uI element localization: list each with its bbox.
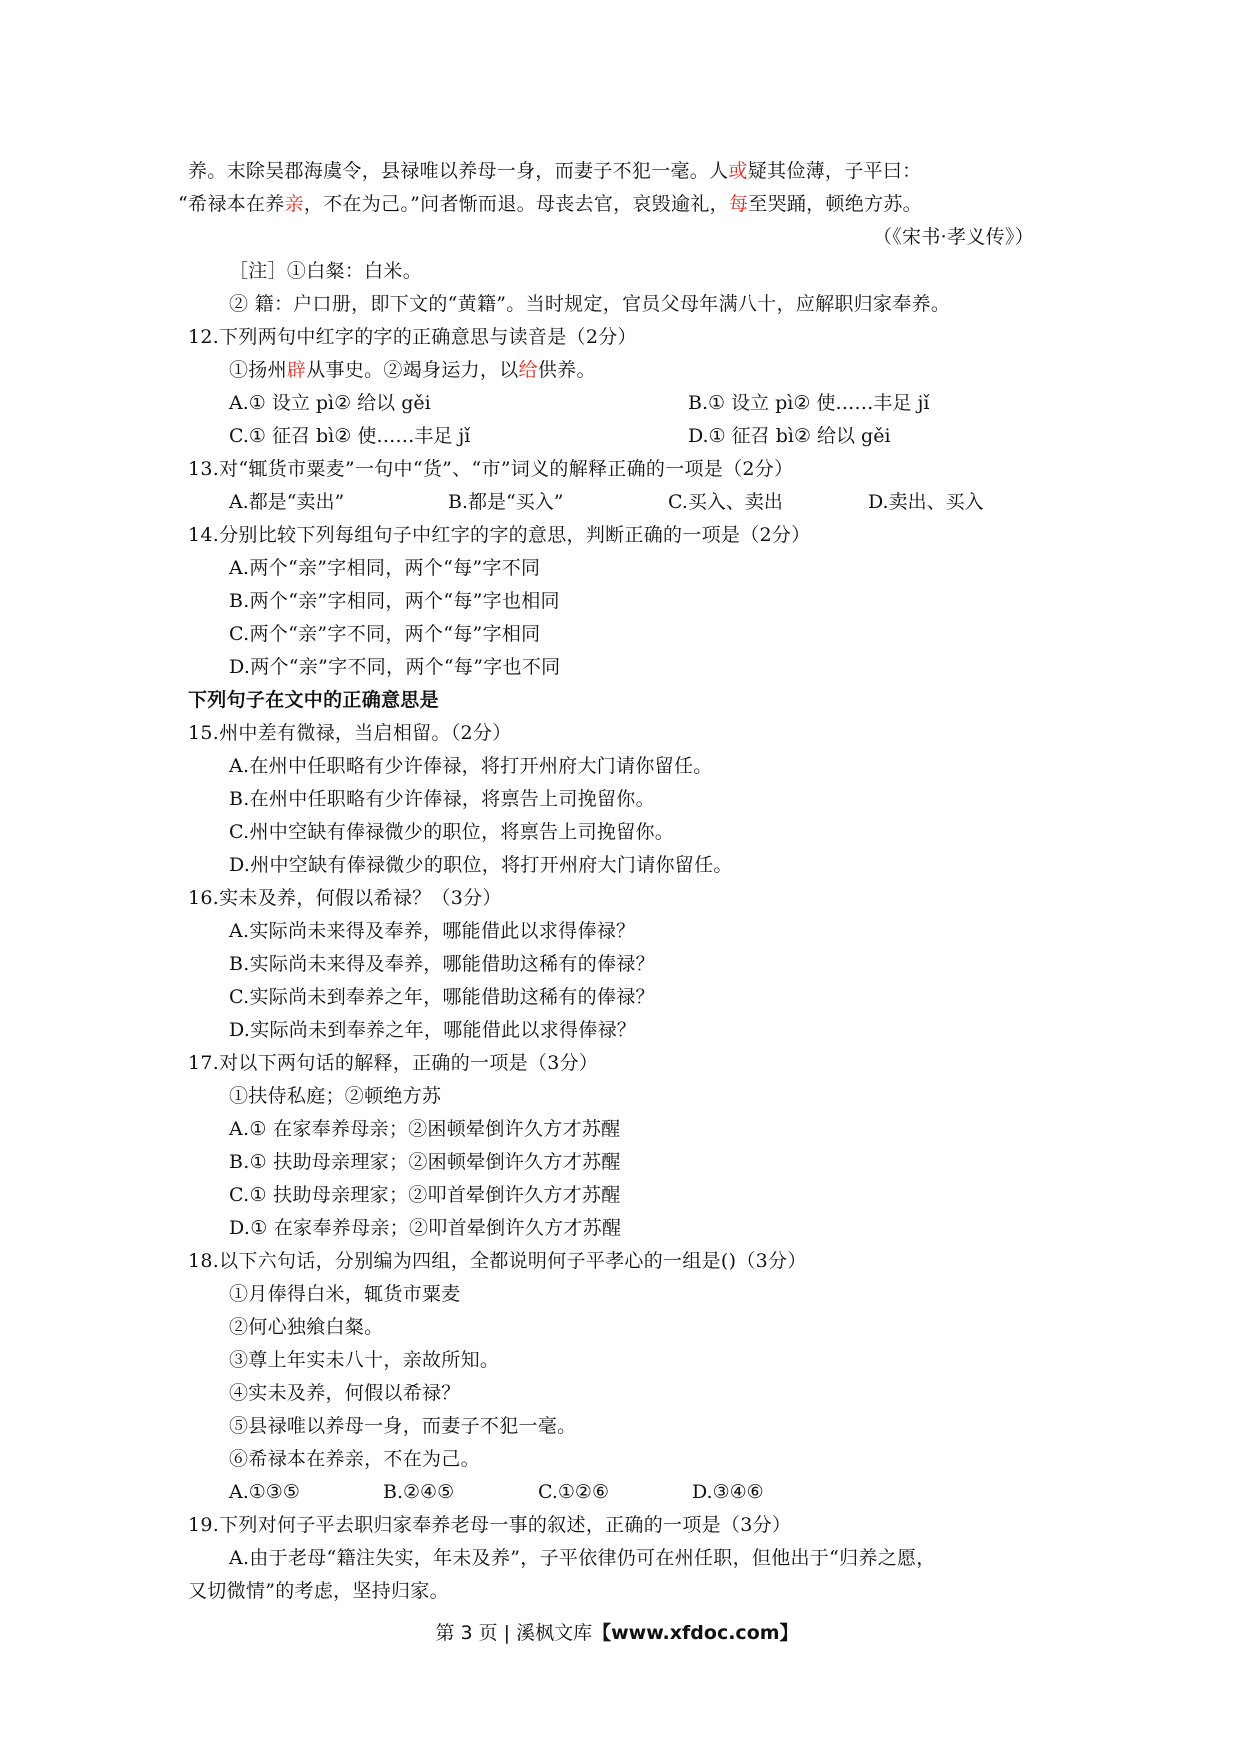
page-number: 第 3 页 | 溪枫文库 (435, 1622, 593, 1644)
question-18-sentence-4: ④实未及养，何假以希禄？ (229, 1382, 461, 1404)
question-16-option-b: B.实际尚未来得及奉养，哪能借助这稀有的俸禄？ (229, 953, 655, 975)
passage-text: 至哭踊，顿绝方苏。 (748, 193, 922, 215)
passage-source: （《宋书·孝义传》） (872, 226, 1034, 248)
highlight-char: 给 (518, 359, 538, 381)
question-18-sentence-2: ②何心独飨白粲。 (229, 1316, 384, 1338)
question-13-option-b: B.都是“买入” (448, 491, 564, 513)
question-18-option-d: D.③④⑥ (692, 1481, 764, 1503)
question-19-option-a-line-1: A.由于老母“籍注失实，年未及养”，子平依律仍可在州任职，但他出于“归养之愿， (229, 1547, 936, 1569)
question-12-option-d: D.① 征召 bì② 给以 gěi (688, 425, 891, 447)
sentence-text: 从事史。②竭身运力，以 (306, 359, 519, 381)
question-18-stem: 18.以下六句话，分别编为四组，全都说明何子平孝心的一组是()（3分） (188, 1250, 807, 1272)
passage-line-2 (178, 189, 922, 219)
passage-text: “希禄本在养 (178, 193, 285, 215)
question-14-option-a: A.两个“亲”字相同，两个“每”字不同 (229, 557, 541, 579)
question-15-option-c: C.州中空缺有俸禄微少的职位，将禀告上司挽留你。 (229, 821, 675, 843)
question-17-option-c: C.① 扶助母亲理家；②叩首晕倒许久方才苏醒 (229, 1184, 621, 1206)
question-14-option-d: D.两个“亲”字不同，两个“每”字也不同 (229, 656, 561, 678)
passage-line-1 (188, 156, 921, 186)
question-12-option-c: C.① 征召 bì② 使……丰足 jǐ (229, 425, 471, 447)
question-17-option-a: A.① 在家奉养母亲；②困顿晕倒许久方才苏醒 (229, 1118, 621, 1140)
question-15-option-b: B.在州中任职略有少许俸禄，将禀告上司挽留你。 (229, 788, 655, 810)
question-16-option-d: D.实际尚未到奉养之年，哪能借此以求得俸禄？ (229, 1019, 637, 1041)
page-footer (0, 1618, 1234, 1648)
question-14-option-b: B.两个“亲”字相同，两个“每”字也相同 (229, 590, 560, 612)
question-15-option-a: A.在州中任职略有少许俸禄，将打开州府大门请你留任。 (229, 755, 713, 777)
section-heading: 下列句子在文中的正确意思是 (188, 689, 439, 711)
passage-text: ，不在为己。”问者惭而退。母丧去官，哀毁逾礼， (303, 193, 729, 215)
question-15-stem: 15.州中差有微禄，当启相留。（2分） (188, 722, 512, 744)
question-13-option-c: C.买入、卖出 (668, 491, 783, 513)
question-16-stem: 16.实未及养，何假以希禄？（3分） (188, 887, 502, 909)
question-14-stem: 14.分别比较下列每组句子中红字的字的意思，判断正确的一项是（2分） (188, 524, 811, 546)
question-16-option-a: A.实际尚未来得及奉养，哪能借此以求得俸禄？ (229, 920, 636, 942)
question-18-option-c: C.①②⑥ (538, 1481, 609, 1503)
question-16-option-c: C.实际尚未到奉养之年，哪能借助这稀有的俸禄？ (229, 986, 655, 1008)
question-18-sentence-3: ③尊上年实未八十，亲故所知。 (229, 1349, 500, 1371)
question-18-sentence-1: ①月俸得白米，辄货市粟麦 (229, 1283, 461, 1305)
question-12-sentences (229, 355, 596, 385)
question-13-option-d: D.卖出、买入 (868, 491, 984, 513)
question-13-option-a: A.都是“卖出” (229, 491, 345, 513)
highlight-char: 每 (728, 193, 749, 215)
question-17-stem: 17.对以下两句话的解释，正确的一项是（3分） (188, 1052, 599, 1074)
site-link[interactable]: 【www.xfdoc.com】 (592, 1622, 799, 1644)
question-17-option-b: B.① 扶助母亲理家；②困顿晕倒许久方才苏醒 (229, 1151, 621, 1173)
sentence-text: 供养。 (537, 359, 596, 381)
passage-text: 疑其俭薄，子平曰： (747, 160, 922, 182)
question-12-option-b: B.① 设立 pì② 使……丰足 jǐ (688, 392, 930, 414)
question-12-option-a: A.① 设立 pì② 给以 gěi (229, 392, 431, 414)
question-19-option-a-line-2: 又切微情”的考虑，坚持归家。 (188, 1580, 449, 1602)
question-15-option-d: D.州中空缺有俸禄微少的职位，将打开州府大门请你留任。 (229, 854, 733, 876)
question-18-option-b: B.②④⑤ (383, 1481, 455, 1503)
question-17-option-d: D.① 在家奉养母亲；②叩首晕倒许久方才苏醒 (229, 1217, 622, 1239)
question-14-option-c: C.两个“亲”字不同，两个“每”字相同 (229, 623, 541, 645)
note-2: ② 籍：户口册，即下文的“黄籍”。当时规定，官员父母年满八十，应解职归家奉养。 (229, 293, 951, 315)
question-12-stem: 12.下列两句中红字的字的正确意思与读音是（2分） (188, 326, 637, 348)
note-1: ［注］①白粲：白米。 (229, 260, 423, 282)
question-17-sentences: ①扶侍私庭；②顿绝方苏 (229, 1085, 442, 1107)
passage-text: 养。末除吴郡海虞令，县禄唯以养母一身，而妻子不犯一毫。人 (188, 160, 729, 182)
sentence-text: ①扬州 (229, 359, 287, 381)
question-13-stem: 13.对“辄货市粟麦”一句中“货”、“市”词义的解释正确的一项是（2分） (188, 458, 794, 480)
question-18-sentence-6: ⑥希禄本在养亲，不在为己。 (229, 1448, 480, 1470)
question-18-sentence-5: ⑤县禄唯以养母一身，而妻子不犯一毫。 (229, 1415, 577, 1437)
question-19-stem: 19.下列对何子平去职归家奉养老母一事的叙述，正确的一项是（3分） (188, 1514, 792, 1536)
highlight-char: 辟 (286, 359, 307, 381)
question-18-option-a: A.①③⑤ (229, 1481, 300, 1503)
highlight-char: 亲 (284, 193, 304, 215)
highlight-char: 或 (728, 160, 748, 182)
